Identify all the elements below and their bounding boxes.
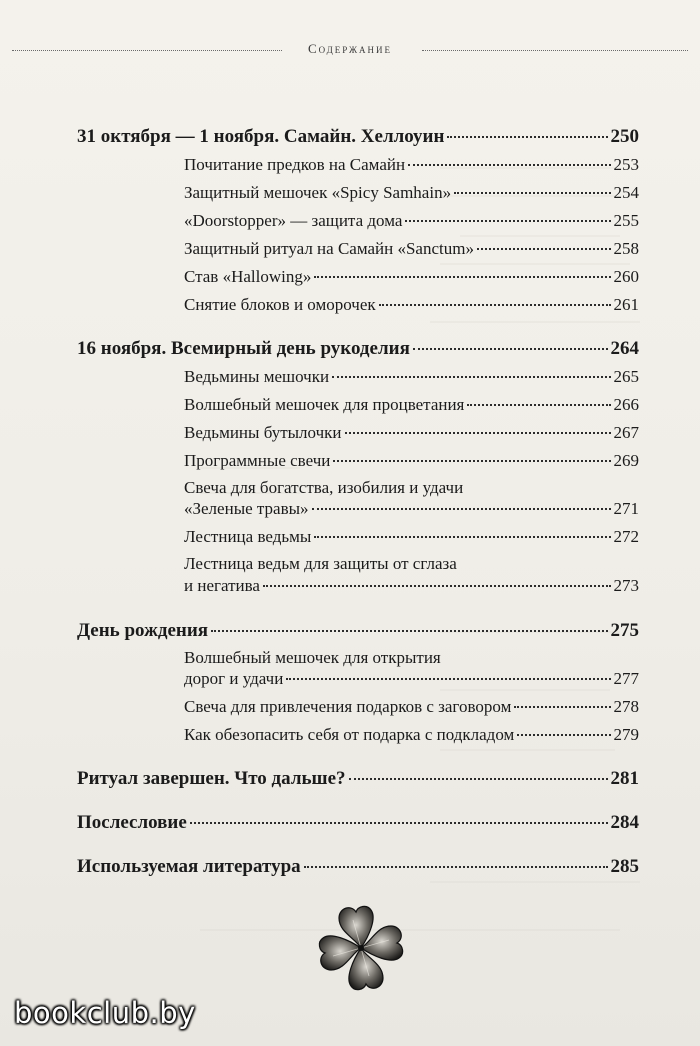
toc-entry[interactable]: «Doorstopper» — защита дома 255 [184, 211, 639, 230]
four-leaf-clover-icon [316, 898, 406, 998]
toc-entry[interactable]: Ведьмины мешочки 265 [184, 367, 639, 386]
toc-entry[interactable]: дорог и удачи 277 [184, 669, 639, 688]
toc-entry[interactable]: Свеча для привлечения подарков с заговором 278 [184, 697, 639, 716]
toc-entry[interactable]: и негатива 273 [184, 576, 639, 595]
toc-entry[interactable]: Защитный мешочек «Spicy Samhain» 254 [184, 183, 639, 202]
toc-entry[interactable]: Защитный ритуал на Самайн «Sanctum» 258 [184, 239, 639, 258]
toc-entry[interactable]: «Зеленые травы» 271 [184, 499, 639, 518]
toc-entry[interactable]: Ведьмины бутылочки 267 [184, 423, 639, 442]
toc-entry-line1[interactable]: Свеча для богатства, изобилия и удачи [184, 478, 464, 497]
toc-entry-bibliography[interactable]: Используемая литература 285 [77, 856, 639, 877]
toc-entry-ritual-complete[interactable]: Ритуал завершен. Что дальше? 281 [77, 768, 639, 789]
watermark-bookclub: bookclub.by [14, 996, 196, 1030]
toc-entry[interactable]: Лестница ведьмы 272 [184, 527, 639, 546]
header-rule-right [422, 50, 688, 51]
toc-entry[interactable]: Став «Hallowing» 260 [184, 267, 639, 286]
toc-entry[interactable]: Программные свечи 269 [184, 451, 639, 470]
toc-entry-line1[interactable]: Лестница ведьм для защиты от сглаза [184, 554, 457, 573]
toc-entry[interactable]: Как обезопасить себя от подарка с подкладом 279 [184, 725, 639, 744]
running-head: Содержание [307, 41, 393, 56]
toc-entry-birthday[interactable]: День рождения 275 [77, 620, 639, 641]
toc-entry-line1[interactable]: Волшебный мешочек для открытия [184, 648, 441, 667]
toc-entry-samhain[interactable]: 31 октября — 1 ноября. Самайн. Хеллоуин 250 [77, 126, 639, 147]
toc-entry[interactable]: Волшебный мешочек для процветания 266 [184, 395, 639, 414]
toc-entry-afterword[interactable]: Послесловие 284 [77, 812, 639, 833]
toc-entry[interactable]: Почитание предков на Самайн 253 [184, 155, 639, 174]
toc-entry-crafts-day[interactable]: 16 ноября. Всемирный день рукоделия 264 [77, 338, 639, 359]
toc-entry[interactable]: Снятие блоков и оморочек 261 [184, 295, 639, 314]
